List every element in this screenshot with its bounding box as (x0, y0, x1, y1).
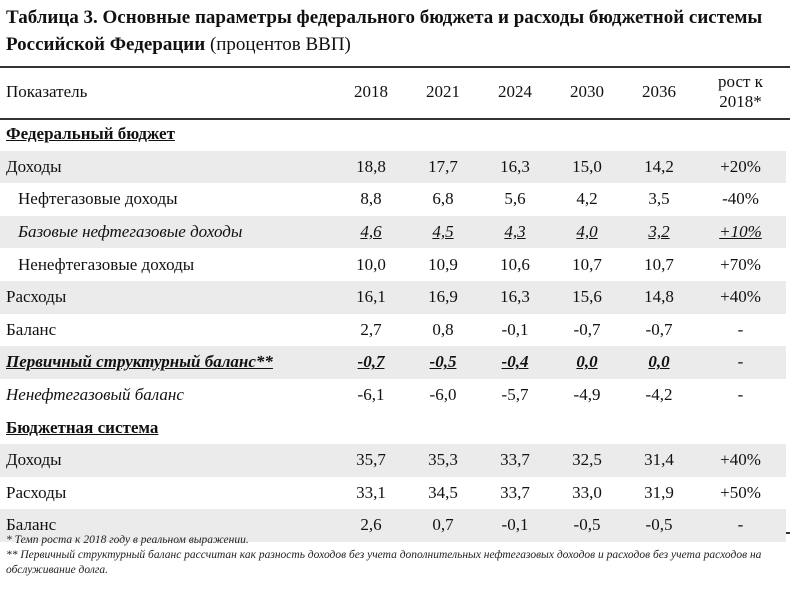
cell-value (479, 216, 551, 249)
cell-value-text: 4,3 (504, 222, 526, 242)
cell-value: 14,8 (623, 281, 695, 314)
header-year: 2018 (354, 82, 388, 101)
cell-value (335, 346, 407, 379)
cell-value (551, 346, 623, 379)
cell-value: 10,7 (572, 254, 602, 274)
section-budget-system: Бюджетная система (6, 417, 159, 437)
cell-value (407, 346, 479, 379)
header-growth (695, 66, 786, 118)
cell-value: 10,7 (644, 254, 674, 274)
cell-value (335, 216, 407, 249)
header-year: 2024 (498, 82, 532, 101)
row-label: Ненефтегазовые доходы (18, 254, 195, 274)
cell-value: -6,0 (429, 385, 457, 405)
cell-value: 33,1 (356, 482, 386, 502)
cell-value: 17,7 (407, 151, 479, 184)
cell-value-text: -0,5 (429, 352, 457, 372)
cell-value: 31,4 (623, 444, 695, 477)
cell-value-text: 0,0 (648, 352, 670, 372)
row-label: Баланс (6, 319, 57, 339)
cell-value: -0,5 (623, 509, 695, 542)
table-row (0, 444, 786, 477)
section-row (0, 411, 786, 444)
row-label: Ненефтегазовый баланс (6, 385, 184, 405)
cell-value: 0,8 (432, 319, 454, 339)
cell-growth: - (695, 509, 786, 542)
cell-value: 10,9 (428, 254, 458, 274)
cell-value: 2,6 (335, 509, 407, 542)
cell-value: -0,1 (501, 319, 529, 339)
cell-value: 0,7 (407, 509, 479, 542)
cell-value: -0,7 (573, 319, 601, 339)
section-federal-budget: Федеральный бюджет (6, 124, 175, 144)
row-label: Баланс (0, 509, 335, 542)
cell-value: 14,2 (623, 151, 695, 184)
cell-value: 4,2 (576, 189, 598, 209)
table-title-main: Таблица 3. Основные параметры федерального бюджета и расходы бюджетной системы Российской Федерации (6, 7, 763, 55)
table-row (0, 477, 786, 510)
cell-value: 15,6 (551, 281, 623, 314)
cell-value-text: 4,5 (432, 222, 454, 242)
row-label: Расходы (0, 281, 335, 314)
cell-growth: +50% (720, 482, 761, 502)
header-year: 2030 (570, 82, 604, 101)
cell-growth: - (695, 346, 786, 379)
cell-value: 2,7 (360, 319, 382, 339)
row-label: Первичный структурный баланс** (0, 346, 335, 379)
cell-value: -0,7 (645, 319, 673, 339)
footnote-growth: * Темп роста к 2018 году в реальном выражении. (6, 534, 249, 546)
cell-growth: +70% (720, 254, 761, 274)
table-row (0, 346, 786, 379)
cell-value: 8,8 (360, 189, 382, 209)
cell-value-text: -0,7 (357, 352, 385, 372)
cell-value: -5,7 (501, 385, 529, 405)
cell-value-text: 3,2 (648, 222, 670, 242)
cell-value: 16,1 (335, 281, 407, 314)
cell-growth-text: +10% (719, 222, 762, 242)
cell-growth (695, 216, 786, 249)
table-row (0, 216, 786, 249)
cell-value: 16,9 (407, 281, 479, 314)
cell-growth: +40% (695, 444, 786, 477)
cell-value (551, 216, 623, 249)
cell-value: 18,8 (335, 151, 407, 184)
budget-table (0, 66, 786, 542)
table-title (6, 4, 796, 58)
cell-value: 35,3 (407, 444, 479, 477)
cell-value: -4,2 (645, 385, 673, 405)
header-indicator: Показатель (6, 82, 88, 101)
cell-value: 33,0 (572, 482, 602, 502)
cell-value: 16,3 (479, 281, 551, 314)
cell-growth: +20% (695, 151, 786, 184)
cell-value-text: 4,6 (360, 222, 382, 242)
cell-value: 33,7 (479, 444, 551, 477)
table-row (0, 151, 786, 184)
cell-value: 35,7 (335, 444, 407, 477)
cell-value: 34,5 (428, 482, 458, 502)
cell-value: 10,0 (356, 254, 386, 274)
row-label: Расходы (6, 482, 67, 502)
cell-value: 3,5 (648, 189, 670, 209)
header-row (0, 66, 786, 118)
row-label: Базовые нефтегазовые доходы (0, 216, 335, 249)
cell-growth: - (737, 319, 744, 339)
cell-value: 15,0 (551, 151, 623, 184)
cell-value-text: 4,0 (576, 222, 598, 242)
cell-growth: - (737, 385, 744, 405)
cell-value-text: -0,4 (501, 352, 529, 372)
cell-value: 10,6 (500, 254, 530, 274)
cell-value: -4,9 (573, 385, 601, 405)
row-label: Нефтегазовые доходы (18, 189, 178, 209)
table-row (0, 314, 786, 347)
cell-value (623, 346, 695, 379)
cell-value-text: 0,0 (576, 352, 598, 372)
cell-value: 32,5 (551, 444, 623, 477)
table-row (0, 281, 786, 314)
header-year: 2036 (642, 82, 676, 101)
footnote-primary-balance: ** Первичный структурный баланс рассчитан как разность доходов без учета дополнительных нефтегазовых доходов и расходов без учета расходов на обслуживание долга. (6, 549, 762, 576)
cell-growth: -40% (722, 189, 759, 209)
cell-value: -6,1 (357, 385, 385, 405)
section-row (0, 118, 786, 151)
cell-value: -0,1 (479, 509, 551, 542)
cell-value: 16,3 (479, 151, 551, 184)
cell-value: -0,5 (551, 509, 623, 542)
cell-value: 31,9 (644, 482, 674, 502)
table-row (0, 248, 786, 281)
footnotes (6, 533, 792, 578)
table-title-unit: (процентов ВВП) (209, 34, 351, 55)
cell-value: 6,8 (432, 189, 454, 209)
cell-value: 33,7 (500, 482, 530, 502)
row-label: Доходы (0, 444, 335, 477)
cell-value (623, 216, 695, 249)
header-growth-line2: 2018* (719, 92, 762, 111)
cell-growth: +40% (695, 281, 786, 314)
row-label: Доходы (0, 151, 335, 184)
cell-value: 5,6 (504, 189, 526, 209)
cell-value (479, 346, 551, 379)
cell-value (407, 216, 479, 249)
table-row (0, 183, 786, 216)
header-growth-line1: рост к (718, 72, 763, 91)
header-year: 2021 (426, 82, 460, 101)
table-row (0, 379, 786, 412)
